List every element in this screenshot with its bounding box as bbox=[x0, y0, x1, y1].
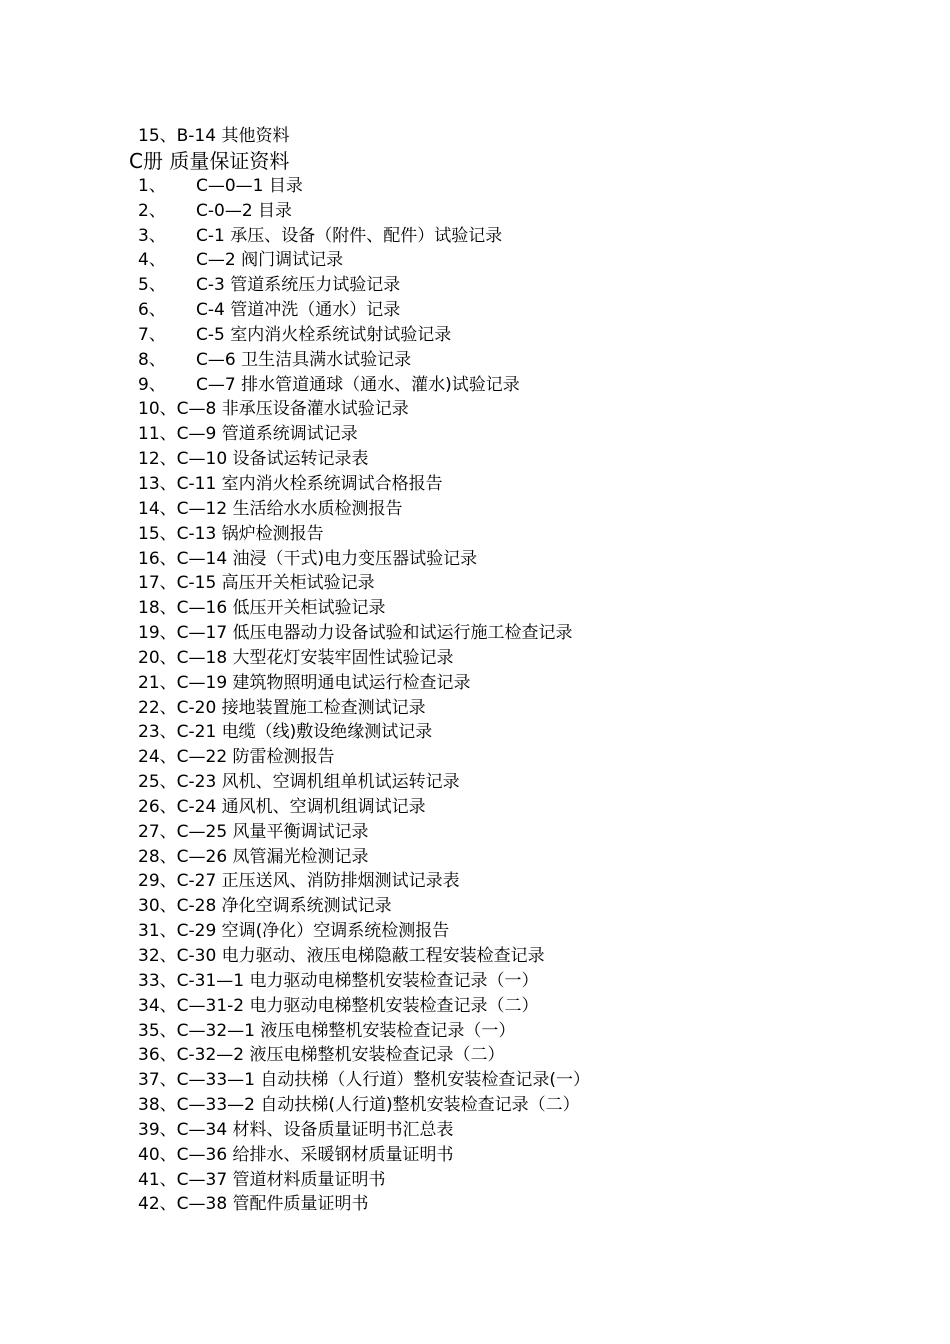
list-item-text: 26、C-24 通风机、空调机组调试记录 bbox=[138, 796, 426, 817]
list-item bbox=[0, 547, 950, 572]
list-item-number: 2、 bbox=[138, 200, 166, 221]
list-item-text: 25、C-23 风机、空调机组单机试运转记录 bbox=[138, 772, 460, 793]
list-item bbox=[0, 397, 950, 422]
list-item-number: 7、 bbox=[138, 324, 166, 345]
item-list-a bbox=[0, 174, 950, 398]
list-item bbox=[0, 795, 950, 820]
list-item bbox=[0, 720, 950, 745]
list-item bbox=[0, 869, 950, 894]
list-item bbox=[0, 472, 950, 497]
list-item bbox=[0, 671, 950, 696]
list-item-text: 38、C—33—2 自动扶梯(人行道)整机安装检查记录（二） bbox=[138, 1095, 580, 1116]
list-item bbox=[0, 1093, 950, 1118]
list-item bbox=[0, 571, 950, 596]
list-item-text: 42、C—38 管配件质量证明书 bbox=[138, 1194, 369, 1215]
section-title bbox=[0, 149, 950, 174]
list-item-text: 41、C—37 管道材料质量证明书 bbox=[138, 1169, 386, 1190]
list-item bbox=[0, 1118, 950, 1143]
list-item-text: 21、C—19 建筑物照明通电试运行检查记录 bbox=[138, 672, 471, 693]
list-item bbox=[0, 1168, 950, 1193]
list-item bbox=[0, 696, 950, 721]
list-item-number: 5、 bbox=[138, 275, 166, 296]
list-item-text: C-0—2 目录 bbox=[196, 200, 293, 221]
list-item-text: 29、C-27 正压送风、消防排烟测试记录表 bbox=[138, 871, 460, 892]
list-item-text: 37、C—33—1 自动扶梯（人行道）整机安装检查记录(一） bbox=[138, 1070, 590, 1091]
list-item-text: 36、C-32—2 液压电梯整机安装检查记录（二） bbox=[138, 1045, 505, 1066]
list-item-text: 33、C-31—1 电力驱动电梯整机安装检查记录（一） bbox=[138, 970, 539, 991]
list-item bbox=[0, 298, 950, 323]
list-item bbox=[0, 994, 950, 1019]
list-item bbox=[0, 373, 950, 398]
list-item-text: 18、C—16 低压开关柜试验记录 bbox=[138, 598, 386, 619]
list-item-text: 32、C-30 电力驱动、液压电梯隐蔽工程安装检查记录 bbox=[138, 946, 545, 966]
list-item bbox=[0, 248, 950, 273]
list-item-text: C—0—1 目录 bbox=[196, 175, 303, 196]
list-item-text: C-1 承压、设备（附件、配件）试验记录 bbox=[196, 225, 503, 246]
list-item bbox=[0, 596, 950, 621]
list-item-text: 11、C—9 管道系统调试记录 bbox=[138, 424, 358, 445]
list-item bbox=[0, 273, 950, 298]
list-item-number: 4、 bbox=[138, 250, 166, 271]
list-item bbox=[0, 770, 950, 795]
list-item bbox=[0, 845, 950, 870]
list-item bbox=[0, 497, 950, 522]
list-item-text: 39、C—34 材料、设备质量证明书汇总表 bbox=[138, 1119, 454, 1140]
list-item bbox=[0, 894, 950, 919]
document-body bbox=[0, 124, 950, 1217]
list-item-text: C—6 卫生洁具满水试验记录 bbox=[196, 349, 412, 370]
list-item-text: 19、C—17 低压电器动力设备试验和试运行施工检查记录 bbox=[138, 623, 573, 644]
item-list-b bbox=[0, 397, 950, 1217]
list-item bbox=[0, 944, 950, 969]
list-item-number: 6、 bbox=[138, 300, 166, 321]
list-item bbox=[0, 323, 950, 348]
list-item-number: 9、 bbox=[138, 374, 166, 395]
list-item-text: 24、C—22 防雷检测报告 bbox=[138, 747, 335, 768]
list-item-text: 12、C—10 设备试运转记录表 bbox=[138, 449, 369, 470]
list-item bbox=[0, 621, 950, 646]
list-item-text: 15、C-13 锅炉检测报告 bbox=[138, 523, 324, 544]
list-item-text: 15、B-14 其他资料 bbox=[138, 126, 290, 146]
list-item bbox=[0, 199, 950, 224]
list-item bbox=[0, 422, 950, 447]
list-item bbox=[0, 1043, 950, 1068]
list-item bbox=[0, 1192, 950, 1217]
list-item bbox=[0, 1143, 950, 1168]
list-item bbox=[0, 447, 950, 472]
list-item-text: 17、C-15 高压开关柜试验记录 bbox=[138, 573, 375, 594]
list-item-text: C—2 阀门调试记录 bbox=[196, 250, 344, 271]
list-item bbox=[0, 919, 950, 944]
list-item-text: 13、C-11 室内消火栓系统调试合格报告 bbox=[138, 473, 443, 494]
list-item-text: 30、C-28 净化空调系统测试记录 bbox=[138, 896, 392, 917]
list-item-text: 28、C—26 凤管漏光检测记录 bbox=[138, 846, 369, 867]
list-item bbox=[0, 522, 950, 547]
list-item-text: 20、C—18 大型花灯安装牢固性试验记录 bbox=[138, 647, 454, 668]
list-item-text: 31、C-29 空调(净化）空调系统检测报告 bbox=[138, 921, 450, 942]
list-item bbox=[0, 224, 950, 249]
list-item-text: C—7 排水管道通球（通水、灌水)试验记录 bbox=[196, 374, 520, 395]
list-item-text: 16、C—14 油浸（干式)电力变压器试验记录 bbox=[138, 548, 478, 569]
list-item-number: 8、 bbox=[138, 349, 166, 370]
list-item-text: 22、C-20 接地装置施工检查测试记录 bbox=[138, 697, 426, 718]
list-item-number: 3、 bbox=[138, 225, 166, 246]
list-item-text: 14、C—12 生活给水水质检测报告 bbox=[138, 498, 403, 519]
list-item-number: 1、 bbox=[138, 175, 166, 196]
list-item bbox=[0, 174, 950, 199]
list-item bbox=[0, 820, 950, 845]
list-item-text: C-4 管道冲洗（通水）记录 bbox=[196, 300, 401, 321]
list-item bbox=[0, 745, 950, 770]
list-item-text: 27、C—25 风量平衡调试记录 bbox=[138, 821, 369, 842]
list-item bbox=[0, 348, 950, 373]
section-title-text: C册 质量保证资料 bbox=[129, 148, 290, 173]
list-item bbox=[0, 1068, 950, 1093]
list-item bbox=[0, 124, 950, 149]
list-item-text: 23、C-21 电缆（线)敷设绝缘测试记录 bbox=[138, 722, 433, 743]
list-item bbox=[0, 969, 950, 994]
list-item-text: 10、C—8 非承压设备灌水试验记录 bbox=[138, 399, 409, 420]
list-item-text: C-5 室内消火栓系统试射试验记录 bbox=[196, 324, 452, 345]
list-item bbox=[0, 1019, 950, 1044]
list-item bbox=[0, 646, 950, 671]
list-item-text: C-3 管道系统压力试验记录 bbox=[196, 275, 401, 296]
list-item-text: 35、C—32—1 液压电梯整机安装检查记录（一） bbox=[138, 1020, 516, 1041]
list-item-text: 34、C—31-2 电力驱动电梯整机安装检查记录（二） bbox=[138, 995, 539, 1016]
list-item-text: 40、C—36 给排水、采暖钢材质量证明书 bbox=[138, 1144, 454, 1165]
